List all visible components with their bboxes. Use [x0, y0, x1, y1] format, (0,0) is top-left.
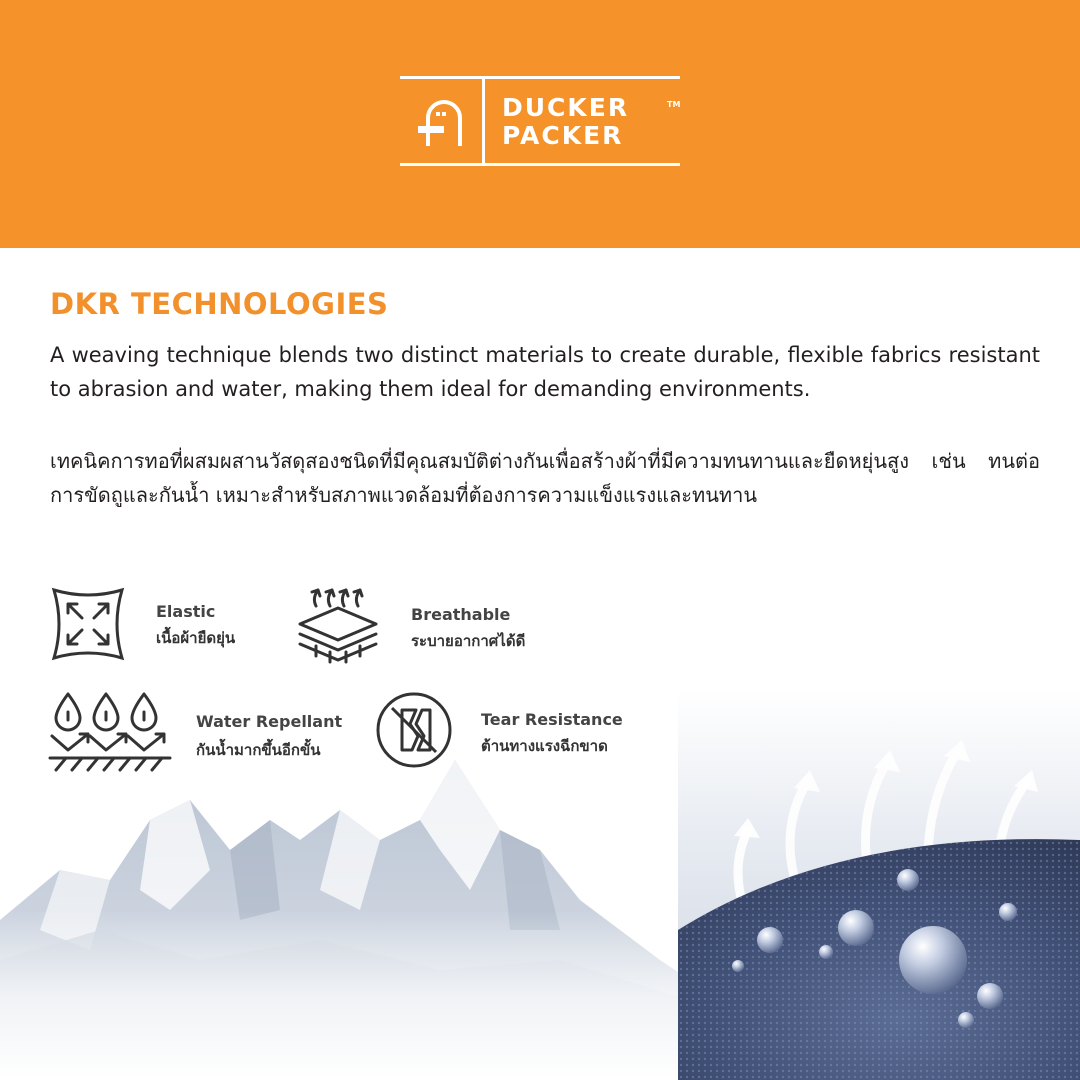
- description-english: A weaving technique blends two distinct materials to create durable, flexible fabrics resistant to abrasion and water, making them ideal for demanding environments.: [50, 343, 1040, 401]
- trademark-symbol: TM: [667, 100, 681, 109]
- feature-label-en: Tear Resistance: [481, 710, 623, 729]
- breathable-icon: [296, 584, 380, 664]
- tear-resistance-icon: [374, 690, 454, 770]
- duck-logo-icon: [414, 96, 470, 148]
- feature-breathable: [296, 584, 556, 664]
- feature-label-en: Water Repellant: [196, 712, 343, 731]
- logo-line-2: PACKER: [502, 121, 624, 150]
- water-droplet-fabric-image: [678, 690, 1080, 1080]
- logo-divider: [482, 76, 485, 166]
- feature-label-en: Breathable: [411, 605, 511, 624]
- feature-label-th: เนื้อผ้ายืดยุ่น: [156, 629, 236, 647]
- description-thai: เทคนิคการทอที่ผสมผสานวัสดุสองชนิดที่มีคุณสมบัติต่างกันเพื่อสร้างผ้าที่มีความทนทานและยืดหยุ่นสูง เช่น ทนต่อการขัดถูและกันน้ำ เหมาะสำหรับสภาพแวดล้อมที่ต้องการความแข็งแรงและทนทาน: [50, 449, 1040, 507]
- feature-label-th: ต้านทางแรงฉีกขาด: [481, 737, 608, 755]
- section-title: DKR TECHNOLOGIES: [50, 287, 389, 321]
- brand-logo: [400, 76, 680, 166]
- feature-elastic: [50, 586, 310, 666]
- elastic-icon: [50, 586, 126, 662]
- logo-wordmark: [502, 93, 681, 150]
- brand-header: [0, 0, 1080, 248]
- feature-label-en: Elastic: [156, 602, 216, 621]
- feature-label-th: กันน้ำมากขึ้นอีกขั้น: [196, 741, 321, 759]
- feature-label-th: ระบายอากาศได้ดี: [411, 632, 526, 650]
- snow-mountain-illustration: [0, 760, 690, 1080]
- logo-line-1: DUCKER: [502, 93, 630, 122]
